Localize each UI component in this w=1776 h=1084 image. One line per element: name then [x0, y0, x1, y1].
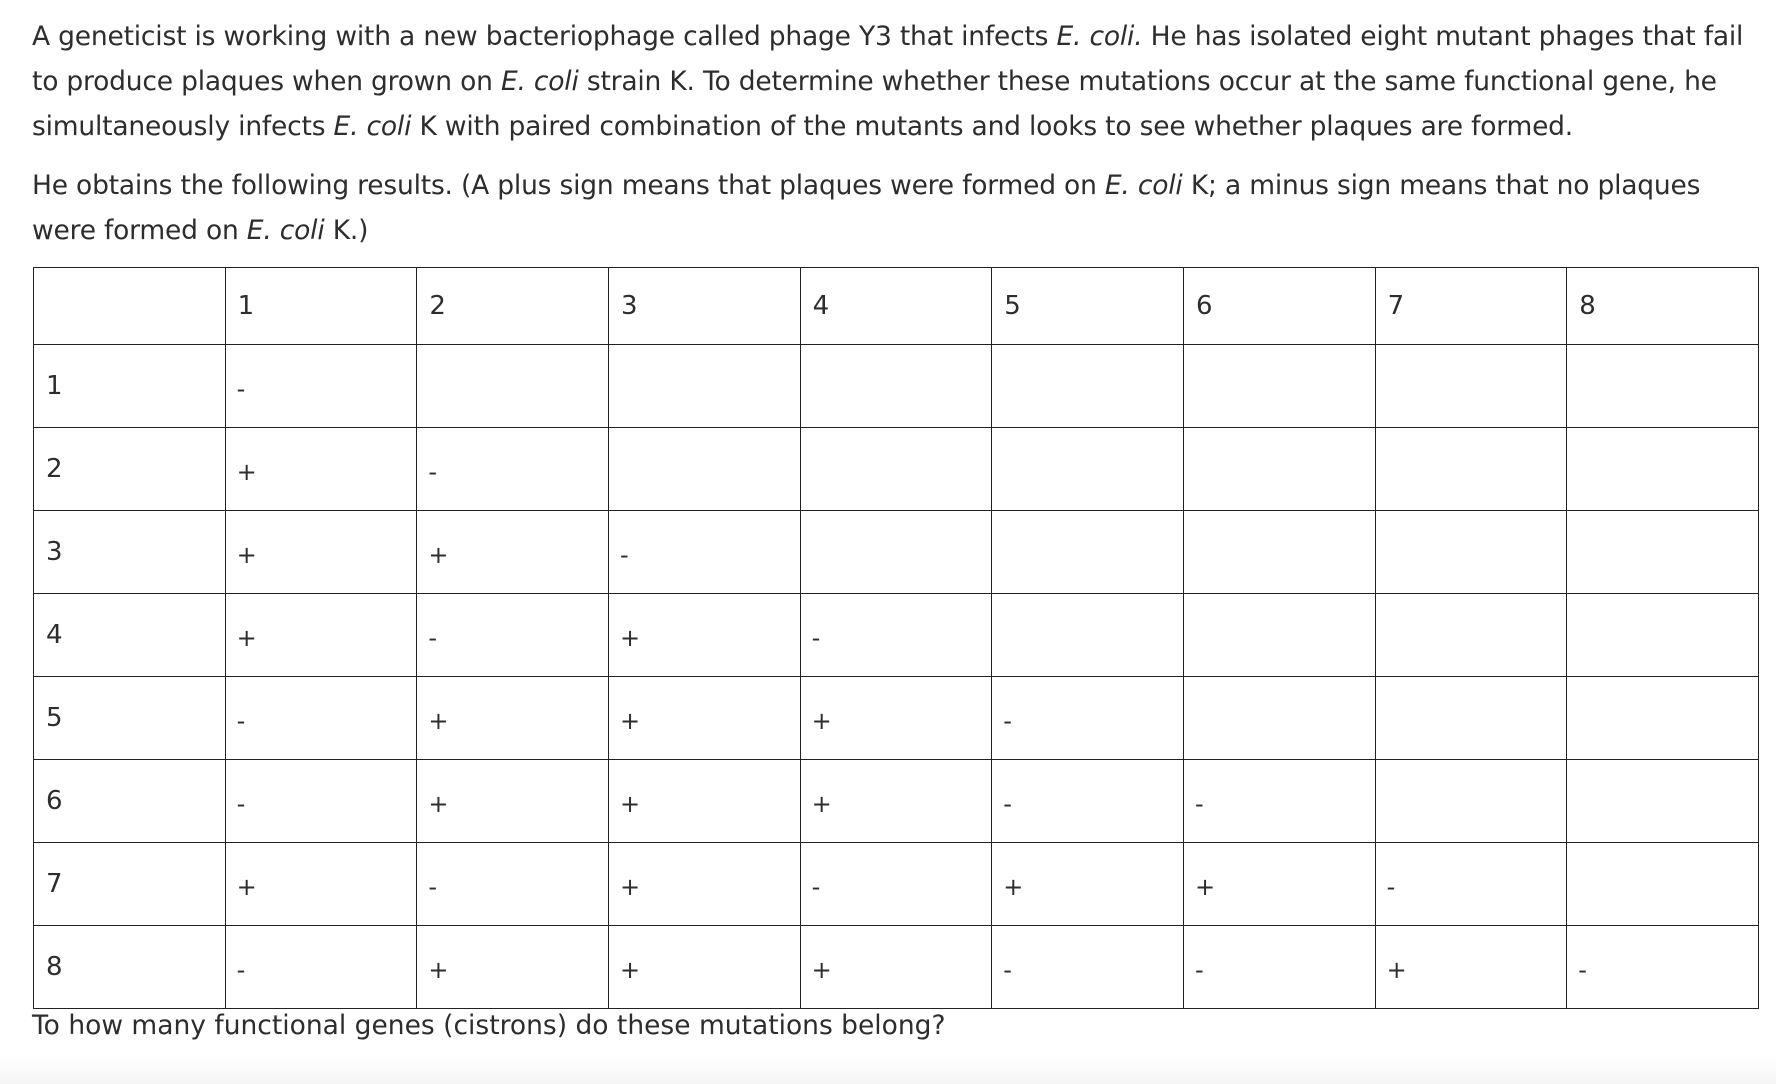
- table-cell: -: [225, 677, 417, 760]
- results-text-segment: K; a minus sign means that no plaques were formed on: [32, 170, 1701, 246]
- row-header: 8: [34, 926, 226, 1009]
- species-name: E. coli: [246, 215, 325, 246]
- table-cell: +: [992, 843, 1184, 926]
- table-cell: -: [225, 345, 417, 428]
- intro-text-segment: A geneticist is working with a new bacteriophage called phage Y3 that infects: [32, 21, 1057, 52]
- table-cell: +: [608, 677, 800, 760]
- intro-text-segment: strain K. To determine whether these mutations occur at the same functional gene, he simultaneously infects: [32, 66, 1717, 142]
- table-cell: +: [800, 760, 992, 843]
- table-cell: [1183, 677, 1375, 760]
- table-cell: [1375, 677, 1567, 760]
- table-cell: +: [225, 511, 417, 594]
- column-header: 5: [992, 268, 1184, 345]
- table-cell: [608, 345, 800, 428]
- table-row: [34, 926, 1759, 1009]
- table-cell: [417, 345, 609, 428]
- row-header: 7: [34, 843, 226, 926]
- table-cell: -: [800, 594, 992, 677]
- intro-paragraph: [32, 14, 1762, 149]
- table-cell: [1375, 345, 1567, 428]
- row-header: 3: [34, 511, 226, 594]
- results-paragraph: [32, 163, 1762, 253]
- table-cell: [1183, 511, 1375, 594]
- table-cell: +: [225, 428, 417, 511]
- table-cell: [800, 428, 992, 511]
- column-header: 7: [1375, 268, 1567, 345]
- table-row: [34, 511, 1759, 594]
- table-cell: -: [417, 428, 609, 511]
- table-cell: [1567, 677, 1759, 760]
- table-cell: -: [417, 594, 609, 677]
- column-header: 1: [225, 268, 417, 345]
- complementation-table: [33, 267, 1759, 1009]
- table-cell: [1567, 511, 1759, 594]
- table-cell: [992, 428, 1184, 511]
- table-cell: [1183, 428, 1375, 511]
- column-header: 2: [417, 268, 609, 345]
- table-cell: [1567, 760, 1759, 843]
- table-row: [34, 843, 1759, 926]
- table-cell: -: [608, 511, 800, 594]
- table-cell: [1183, 345, 1375, 428]
- table-cell: +: [417, 926, 609, 1009]
- table-cell: +: [1375, 926, 1567, 1009]
- species-name: E. coli.: [1056, 21, 1143, 52]
- table-cell: -: [992, 926, 1184, 1009]
- table-cell: -: [1567, 926, 1759, 1009]
- intro-text-segment: K with paired combination of the mutants and looks to see whether plaques are formed.: [411, 111, 1574, 142]
- table-cell: -: [1183, 926, 1375, 1009]
- table-cell: [1567, 345, 1759, 428]
- question-prompt: To how many functional genes (cistrons) do these mutations belong?: [32, 1010, 946, 1041]
- table-cell: -: [992, 677, 1184, 760]
- row-header: 6: [34, 760, 226, 843]
- table-cell: +: [417, 677, 609, 760]
- table-cell: -: [992, 760, 1184, 843]
- results-text-segment: K.): [324, 215, 369, 246]
- table-cell: +: [800, 926, 992, 1009]
- table-cell: [800, 345, 992, 428]
- table-cell: +: [417, 511, 609, 594]
- bottom-fade: [0, 1056, 1776, 1084]
- corner-cell: [34, 268, 226, 345]
- table-cell: +: [608, 760, 800, 843]
- table-cell: +: [225, 843, 417, 926]
- column-header: 6: [1183, 268, 1375, 345]
- row-header: 1: [34, 345, 226, 428]
- table-cell: [1183, 594, 1375, 677]
- species-name: E. coli: [500, 66, 579, 97]
- table-cell: +: [608, 926, 800, 1009]
- table-cell: -: [417, 843, 609, 926]
- table-header-row: [34, 268, 1759, 345]
- table-row: [34, 594, 1759, 677]
- table-cell: +: [608, 843, 800, 926]
- row-header: 5: [34, 677, 226, 760]
- table-cell: [800, 511, 992, 594]
- table-row: [34, 760, 1759, 843]
- table-row: [34, 345, 1759, 428]
- table-row: [34, 428, 1759, 511]
- table-cell: -: [800, 843, 992, 926]
- table-cell: [608, 428, 800, 511]
- species-name: E. coli: [333, 111, 412, 142]
- table-cell: [1375, 594, 1567, 677]
- table-cell: -: [225, 926, 417, 1009]
- table-cell: [992, 594, 1184, 677]
- results-text-segment: He obtains the following results. (A plus sign means that plaques were formed on: [32, 170, 1105, 201]
- table-cell: -: [1183, 760, 1375, 843]
- table-cell: [1567, 843, 1759, 926]
- table-row: [34, 677, 1759, 760]
- column-header: 4: [800, 268, 992, 345]
- table-cell: +: [1183, 843, 1375, 926]
- row-header: 4: [34, 594, 226, 677]
- intro-text-segment: He has isolated eight mutant phages that fail to produce plaques when grown on: [32, 21, 1744, 97]
- table-cell: -: [225, 760, 417, 843]
- table-cell: [1375, 511, 1567, 594]
- table-cell: [992, 345, 1184, 428]
- column-header: 3: [608, 268, 800, 345]
- table-cell: [1567, 594, 1759, 677]
- table-cell: +: [417, 760, 609, 843]
- table-cell: [992, 511, 1184, 594]
- species-name: E. coli: [1104, 170, 1183, 201]
- table-cell: +: [800, 677, 992, 760]
- table-cell: [1375, 428, 1567, 511]
- row-header: 2: [34, 428, 226, 511]
- table-cell: [1567, 428, 1759, 511]
- question-text-block: [32, 14, 1762, 253]
- table-cell: -: [1375, 843, 1567, 926]
- column-header: 8: [1567, 268, 1759, 345]
- table-cell: [1375, 760, 1567, 843]
- table-cell: +: [225, 594, 417, 677]
- table-cell: +: [608, 594, 800, 677]
